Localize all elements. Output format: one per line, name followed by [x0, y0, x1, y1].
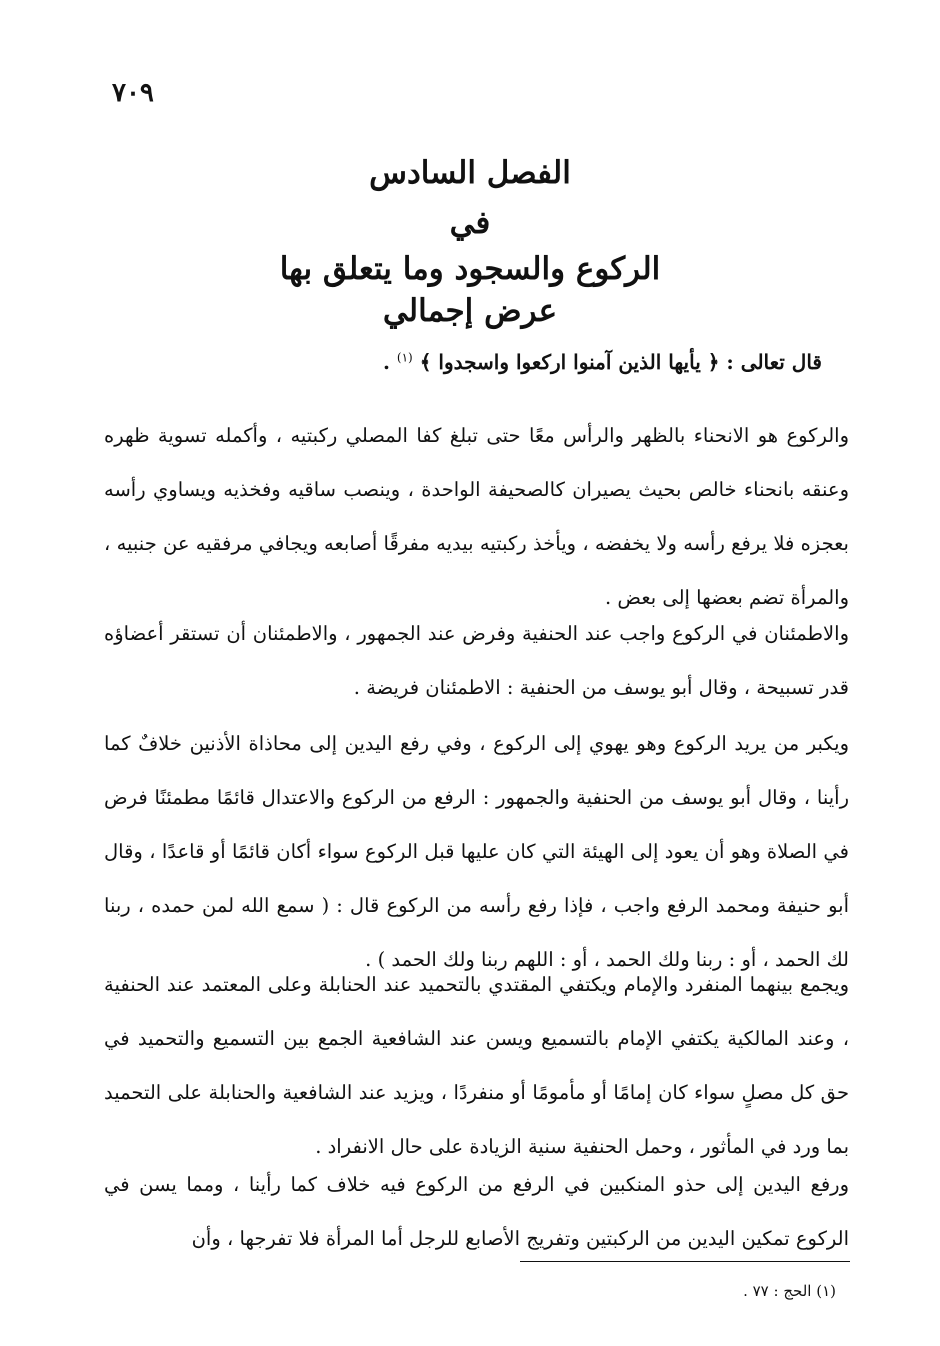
page-number: ٧٠٩: [112, 78, 154, 108]
chapter-title: الفصل السادس: [369, 155, 571, 191]
footnote-divider: [520, 1261, 850, 1262]
chapter-title-preposition: في: [449, 205, 491, 241]
chapter-subject: الركوع والسجود وما يتعلق بها: [279, 251, 661, 287]
paragraph-tasmi-tahmid: ويجمع بينهما المنفرد والإمام ويكتفي المقتدي بالتحميد عند الحنابلة وعلى المعتمد عند الحنفية ، وعند المالكية يكتفي الإمام بالتسميع ويسن عند الشافعية الجمع بين التسميع والتحميد في حق كل مصلٍ سواء كان إمامًا أو مأمومًا أو منفردًا ، ويزيد عند الشافعية والحنابلة على التحميد بما ورد في المأثور ، وحمل الحنفية سنية الزيادة على حال الانفراد .: [104, 973, 849, 1158]
paragraph-takbir-raising: ويكبر من يريد الركوع وهو يهوي إلى الركوع ، وفي رفع اليدين إلى محاذاة الأذنين خلافٌ كما رأينا ، وقال أبو يوسف من الحنفية والجمهور : الرفع من الركوع والاعتدال قائمًا مطمئنًا فرض في الصلاة وهو أن يعود إلى الهيئة التي كان عليها قبل الركوع سواء أكان قائمًا أو قاعدًا ، وقال أبو حنيفة ومحمد الرفع واجب ، فإذا رفع رأسه من الركوع قال : ( سمع الله لمن حمده ، ربنا لك الحمد ، أو : ربنا ولك الحمد ، أو : اللهم ربنا ولك الحمد ) .: [104, 732, 849, 971]
verse-text: قال تعالى : ﴿ يأيها الذين آمنوا اركعوا واسجدوا ﴾: [419, 350, 822, 374]
paragraph-itminan: والاطمئنان في الركوع واجب عند الحنفية وفرض عند الجمهور ، والاطمئنان أن تستقر أعضاؤه قدر تسبيحة ، وقال أبو يوسف من الحنفية : الاطمئنان فريضة .: [104, 622, 849, 699]
verse-end: .: [382, 350, 397, 374]
quran-verse: [383, 350, 822, 374]
overview-heading: عرض إجمالي: [382, 293, 558, 329]
paragraph-ruku-definition: والركوع هو الانحناء بالظهر والرأس معًا حتى تبلغ كفا المصلي ركبتيه ، وأكمله تسوية ظهره وعنقه بانحناء خالص بحيث يصيران كالصحيفة الواحدة ، وينصب ساقيه وفخذيه ويساوي رأسه بعجزه فلا يرفع رأسه ولا يخفضه ، ويأخذ ركبتيه بيديه مفرقًا أصابعه ويجافي مرفقيه عن جنبيه ، والمرأة تضم بعضها إلى بعض .: [104, 424, 849, 609]
footnote: (١) الحج : ٧٧ .: [743, 1282, 836, 1300]
paragraph-raising-hands: ورفع اليدين إلى حذو المنكبين في الرفع من الركوع فيه خلاف كما رأينا ، ومما يسن في الركوع تمكين اليدين من الركبتين وتفريج الأصابع للرجل أما المرأة فلا تفرجها ، وأن: [104, 1173, 849, 1250]
footnote-reference: (١): [396, 350, 413, 365]
